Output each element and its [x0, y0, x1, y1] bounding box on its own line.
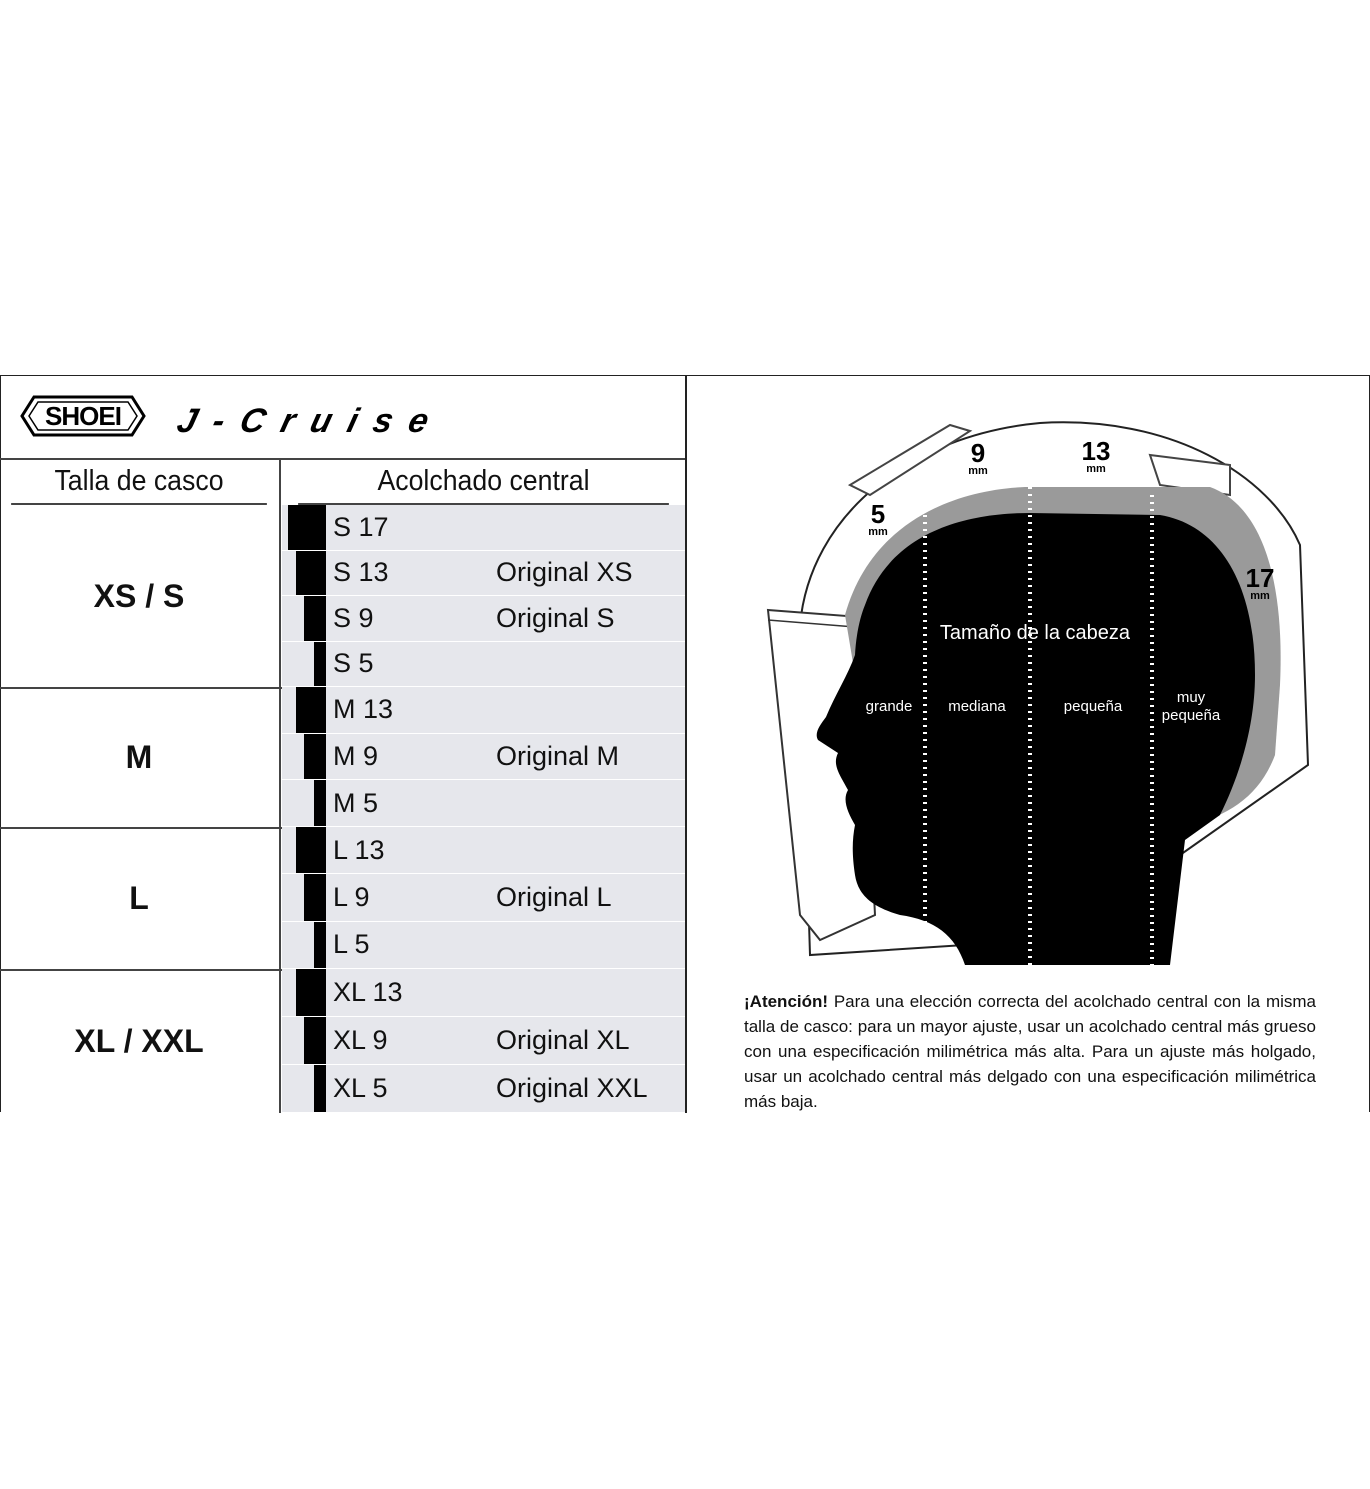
notice-text: Para una elección correcta del acolchado central con la misma talla de casco: para un mayor ajuste, usar un acolchado central más grueso con una especificación milimétrica más alta. Para un ajuste más holgado, usar un acolchado central más delgado con una especificación milimétrica más baja.	[744, 992, 1316, 1111]
size-group	[0, 827, 685, 971]
pad-original: Original S	[496, 602, 615, 633]
size-group	[0, 969, 685, 1113]
pad-code: XL 9	[333, 1025, 388, 1055]
pad-original: Original M	[496, 740, 620, 771]
pad-thickness-bar	[304, 596, 326, 641]
pad-thickness-bar	[314, 922, 326, 968]
pad-row	[282, 596, 685, 642]
pad-row	[282, 827, 685, 874]
pad-row	[282, 505, 685, 551]
thickness-value: 9	[970, 438, 986, 468]
brand-logo	[20, 394, 146, 438]
zone-very-small-line2: pequeña	[1161, 707, 1221, 724]
thickness-unit: mm	[868, 526, 888, 538]
pad-row	[282, 780, 685, 827]
panel-divider	[685, 375, 687, 1113]
pad-thickness-bar	[304, 874, 326, 920]
notice-lead: ¡Atención!	[744, 992, 829, 1011]
pad-row	[282, 734, 685, 781]
pad-rows	[282, 969, 685, 1113]
pad-rows	[282, 505, 685, 687]
pad-code: M 13	[333, 694, 394, 725]
pad-row	[282, 687, 685, 734]
pad-row	[282, 922, 685, 969]
pad-row	[282, 874, 685, 921]
pad-row	[282, 642, 685, 688]
pad-code: S 17	[333, 511, 389, 542]
pad-original: Original XL	[496, 1025, 630, 1055]
helmet-size-label: XS / S	[93, 577, 185, 614]
pad-code: L 5	[333, 929, 370, 960]
size-group	[0, 687, 685, 829]
pad-row	[282, 1065, 685, 1113]
pad-code: M 9	[333, 740, 379, 771]
zone-large: grande	[865, 698, 913, 715]
helmet-size-label: M	[125, 738, 153, 775]
size-group	[0, 505, 685, 689]
pad-thickness-bar	[296, 969, 326, 1016]
model-logo-text: J-Cruise	[173, 402, 433, 440]
pad-code: XL 13	[333, 977, 403, 1007]
pad-code: S 9	[333, 602, 374, 633]
pad-code: L 13	[333, 834, 385, 865]
pad-thickness-bar	[296, 687, 326, 733]
head-size-title: Tamaño de la cabeza	[939, 622, 1131, 644]
size-chart	[0, 375, 1370, 1113]
pad-thickness-bar	[304, 734, 326, 780]
brand-logo-text: SHOEI	[45, 401, 121, 431]
zone-small: pequeña	[1063, 698, 1123, 715]
model-logo	[173, 397, 440, 441]
pad-thickness-bar	[314, 1065, 326, 1112]
pad-row	[282, 969, 685, 1017]
pad-row	[282, 1017, 685, 1065]
pad-original: Original XXL	[496, 1073, 648, 1103]
pad-original: Original L	[496, 881, 612, 912]
pad-thickness-bar	[288, 505, 326, 550]
helmet-diagram	[760, 395, 1320, 965]
header-pad: Acolchado central	[298, 460, 669, 505]
pad-code: S 5	[333, 648, 374, 679]
thickness-value: 13	[1081, 436, 1111, 466]
pad-row	[282, 551, 685, 597]
pad-code: M 5	[333, 787, 379, 818]
thickness-unit: mm	[1086, 463, 1106, 475]
thickness-value: 5	[870, 499, 886, 529]
pad-code: L 9	[333, 881, 370, 912]
pad-code: S 13	[333, 557, 389, 588]
zone-very-small-line1: muy	[1176, 689, 1206, 706]
pad-rows	[282, 827, 685, 969]
pad-thickness-bar	[314, 780, 326, 826]
header-size: Talla de casco	[11, 460, 267, 505]
helmet-size-label: XL / XXL	[74, 1022, 204, 1059]
thickness-value: 17	[1245, 563, 1275, 593]
pad-thickness-bar	[304, 1017, 326, 1064]
head-silhouette	[817, 513, 1255, 965]
pad-thickness-bar	[296, 551, 326, 596]
pad-thickness-bar	[314, 642, 326, 687]
pad-thickness-bar	[296, 827, 326, 873]
pad-original: Original XS	[496, 557, 633, 588]
brand-strip	[0, 375, 686, 460]
pad-rows	[282, 687, 685, 827]
zone-medium: mediana	[948, 698, 1006, 715]
thickness-unit: mm	[1250, 590, 1270, 602]
helmet-size-label: L	[129, 879, 149, 916]
fit-notice	[744, 989, 1316, 1114]
pad-code: XL 5	[333, 1073, 388, 1103]
thickness-unit: mm	[968, 465, 988, 477]
